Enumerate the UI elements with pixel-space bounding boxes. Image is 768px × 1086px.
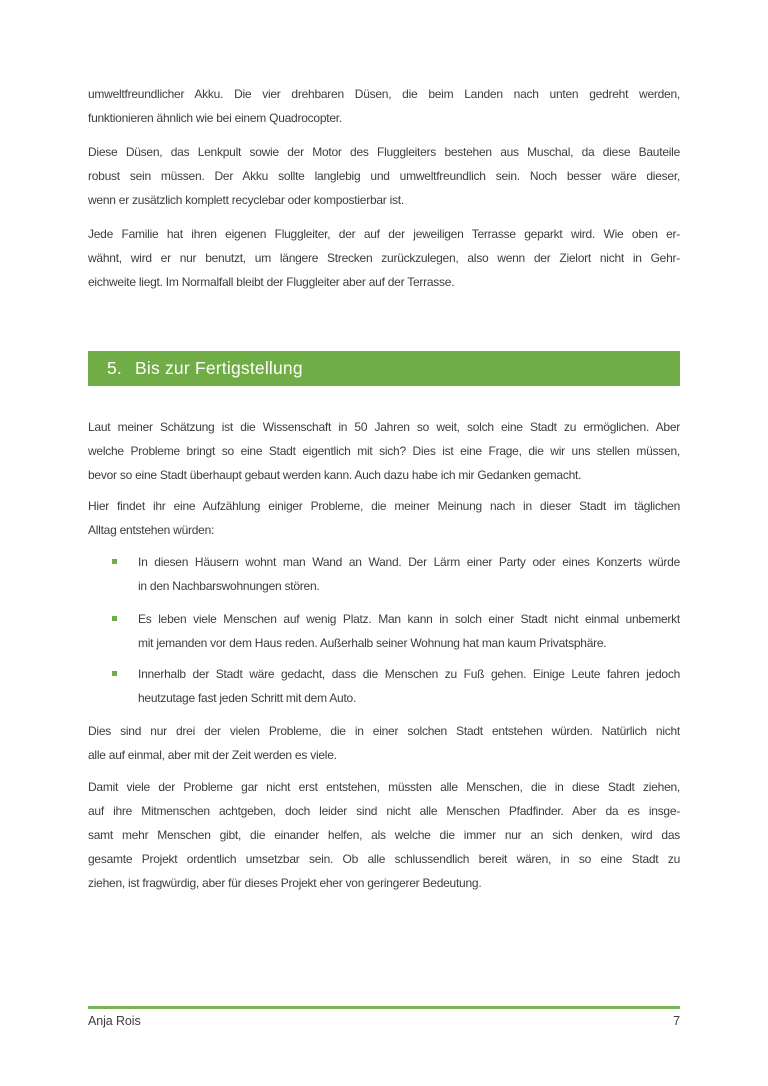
bullet-square-icon [112,559,117,564]
text-line: in den Nachbarswohnungen stören. [138,579,320,593]
heading-number: 5. [107,358,122,378]
text-line: eichweite liegt. Im Normalfall bleibt der Fluggleiter aber auf der Terrasse. [88,275,455,289]
list-item-text [138,662,680,710]
section-heading [88,351,680,386]
paragraph [88,719,680,767]
list-item-text [138,607,680,655]
text-line: wenn er zusätzlich komplett recyclebar oder kompostierbar ist. [88,193,404,207]
paragraph [88,415,680,487]
list-item [88,550,680,598]
text-line: robust sein müssen. Der Akku sollte langlebig und umweltfreundlich sein. Noch besser wäre dieser, [88,169,680,183]
text-line: Es leben viele Menschen auf wenig Platz. Man kann in solch einer Stadt nicht einmal unbemerkt [138,612,680,626]
list-item-text [138,550,680,598]
text-line: Damit viele der Probleme gar nicht erst entstehen, müssten alle Menschen, die in diese Stadt ziehen, [88,780,680,794]
text-line: gesamte Projekt ordentlich umsetzbar sein. Ob alle schlussendlich bereit wären, in so eine Stadt zu [88,852,680,866]
text-line: mit jemanden vor dem Haus reden. Außerhalb seiner Wohnung hat man kaum Privatsphäre. [138,636,607,650]
text-line: welche Probleme bringt so eine Stadt eigentlich mit sich? Dies ist eine Frage, die wir uns stellen müssen, [88,444,680,458]
text-line: Jede Familie hat ihren eigenen Fluggleiter, der auf der jeweiligen Terrasse geparkt wird. Wie oben er- [88,227,680,241]
bullet-square-icon [112,616,117,621]
list-item [88,662,680,710]
paragraph [88,222,680,294]
paragraph [88,82,680,130]
text-line: auf ihre Mitmenschen achtgeben, doch leider sind nicht alle Menschen Pfadfinder. Aber da es insge- [88,804,680,818]
text-line: Hier findet ihr eine Aufzählung einiger Probleme, die meiner Meinung nach in dieser Stadt im täglichen [88,499,680,513]
paragraph [88,494,680,542]
text-line: bevor so eine Stadt überhaupt gebaut werden kann. Auch dazu habe ich mir Gedanken gemacht. [88,468,582,482]
footer-divider [88,1006,680,1009]
paragraph [88,140,680,212]
text-line: umweltfreundlicher Akku. Die vier drehbaren Düsen, die beim Landen nach unten gedreht werden, [88,87,680,101]
text-line: funktionieren ähnlich wie bei einem Quadrocopter. [88,111,342,125]
text-line: heutzutage fast jeden Schritt mit dem Auto. [138,691,357,705]
heading-text: Bis zur Fertigstellung [135,358,303,378]
text-line: alle auf einmal, aber mit der Zeit werden es viele. [88,748,337,762]
text-line: ziehen, ist fragwürdig, aber für dieses Projekt eher von geringerer Bedeutung. [88,876,482,890]
page-footer [88,1011,680,1031]
text-line: In diesen Häusern wohnt man Wand an Wand. Der Lärm einer Party oder eines Konzerts würde [138,555,680,569]
text-line: Dies sind nur drei der vielen Probleme, die in einer solchen Stadt entstehen würden. Natürlich nicht [88,724,680,738]
footer-page-number: 7 [673,1014,680,1028]
text-line: wähnt, wird er nur benutzt, um längere Strecken zurückzulegen, also wenn der Zielort nicht in Gehr- [88,251,680,265]
text-line: samt mehr Menschen gibt, die einander helfen, als welche die immer nur an sich denken, wird das [88,828,680,842]
text-line: Diese Düsen, das Lenkpult sowie der Motor des Fluggleiters bestehen aus Muschal, da diese Bauteile [88,145,680,159]
list-item [88,607,680,655]
text-line: Alltag entstehen würden: [88,523,215,537]
text-line: Innerhalb der Stadt wäre gedacht, dass die Menschen zu Fuß gehen. Einige Leute fahren jedoch [138,667,680,681]
bullet-square-icon [112,671,117,676]
paragraph [88,775,680,895]
footer-author: Anja Rois [88,1014,141,1028]
text-line: Laut meiner Schätzung ist die Wissenschaft in 50 Jahren so weit, solch eine Stadt zu ermöglichen. Aber [88,420,680,434]
